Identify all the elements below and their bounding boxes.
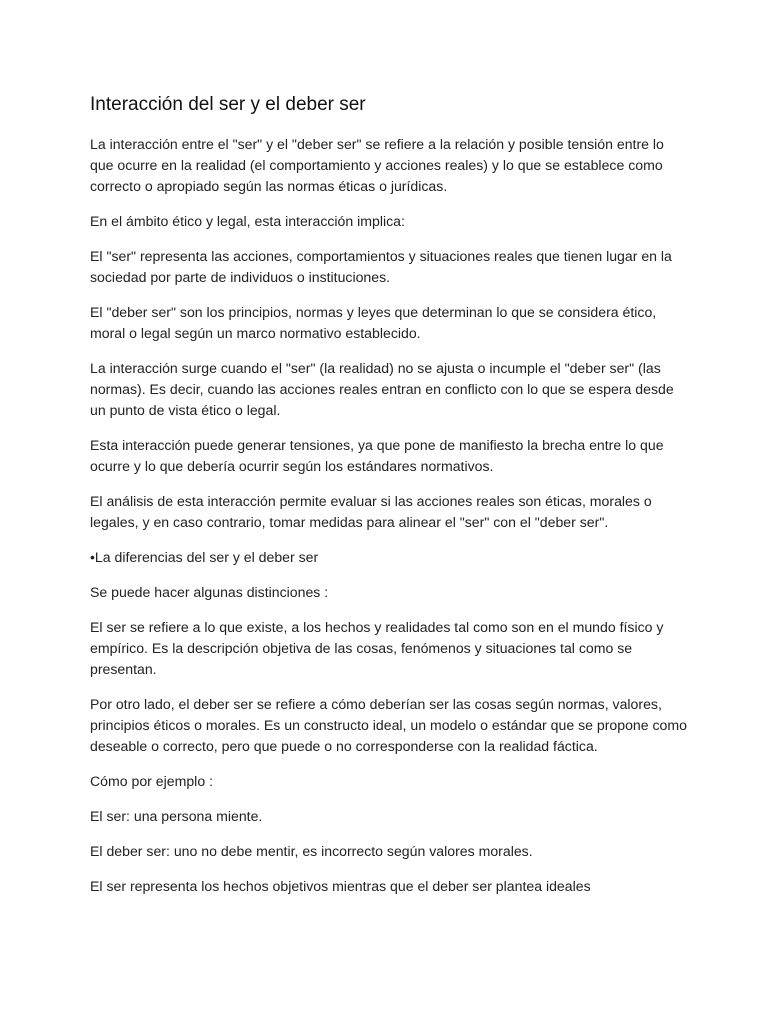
paragraph-analisis: El análisis de esta interacción permite evaluar si las acciones reales son éticas, morales o legales, y en caso contrario, tomar medidas para alinear el "ser" con el "deber ser". [90,493,652,531]
paragraph-diferencias-heading: •La diferencias del ser y el deber ser [90,549,319,566]
paragraph-ejemplo-deber-ser: El deber ser: uno no debe mentir, es incorrecto según valores morales. [90,842,533,859]
paragraph-ambito: En el ámbito ético y legal, esta interacción implica: [90,213,405,230]
document-page [90,92,690,910]
paragraph-ejemplo-ser: El ser: una persona miente. [90,808,263,824]
paragraph-intro: La interacción entre el "ser" y el "deber ser" se refiere a la relación y posible tensión entre lo que ocurre en la realidad (el comportamiento y acciones reales) y lo que se establece como correcto o apropiado según las normas éticas o jurídicas. [90,136,664,195]
paragraph-distinciones: Se puede hacer algunas distinciones : [90,584,329,600]
document-title: Interacción del ser y el deber ser [90,94,366,115]
paragraph-interaccion-surge: La interacción surge cuando el "ser" (la realidad) no se ajusta o incumple el "deber ser" (las normas). Es decir, cuando las acciones reales entran en conflicto con lo que se espera desde un punto de vista ético o legal. [90,360,674,419]
paragraph-ejemplo-intro: Cómo por ejemplo : [90,773,213,790]
paragraph-ser-definicion: El ser se refiere a lo que existe, a los hechos y realidades tal como son en el mundo físico y empírico. Es la descripción objetiva de las cosas, fenómenos y situaciones tal como se presentan. [90,618,664,678]
paragraph-deber-ser-definicion: Por otro lado, el deber ser se refiere a cómo deberían ser las cosas según normas, valores, principios éticos o morales. Es un constructo ideal, un modelo o estándar que se propone como deseable o correcto, pero que puede o no corresponderse con la realidad fáctica. [90,696,687,755]
paragraph-deber-ser: El "deber ser" son los principios, normas y leyes que determinan lo que se considera ético, moral o legal según un marco normativo establecido. [90,304,657,342]
paragraph-conclusion: El ser representa los hechos objetivos mientras que el deber ser plantea ideales [90,877,591,894]
paragraph-tensiones: Esta interacción puede generar tensiones, ya que pone de manifiesto la brecha entre lo que ocurre y lo que debería ocurrir según los estándares normativos. [90,437,664,475]
paragraph-ser: El "ser" representa las acciones, comportamientos y situaciones reales que tienen lugar en la sociedad por parte de individuos o instituciones. [90,248,672,286]
